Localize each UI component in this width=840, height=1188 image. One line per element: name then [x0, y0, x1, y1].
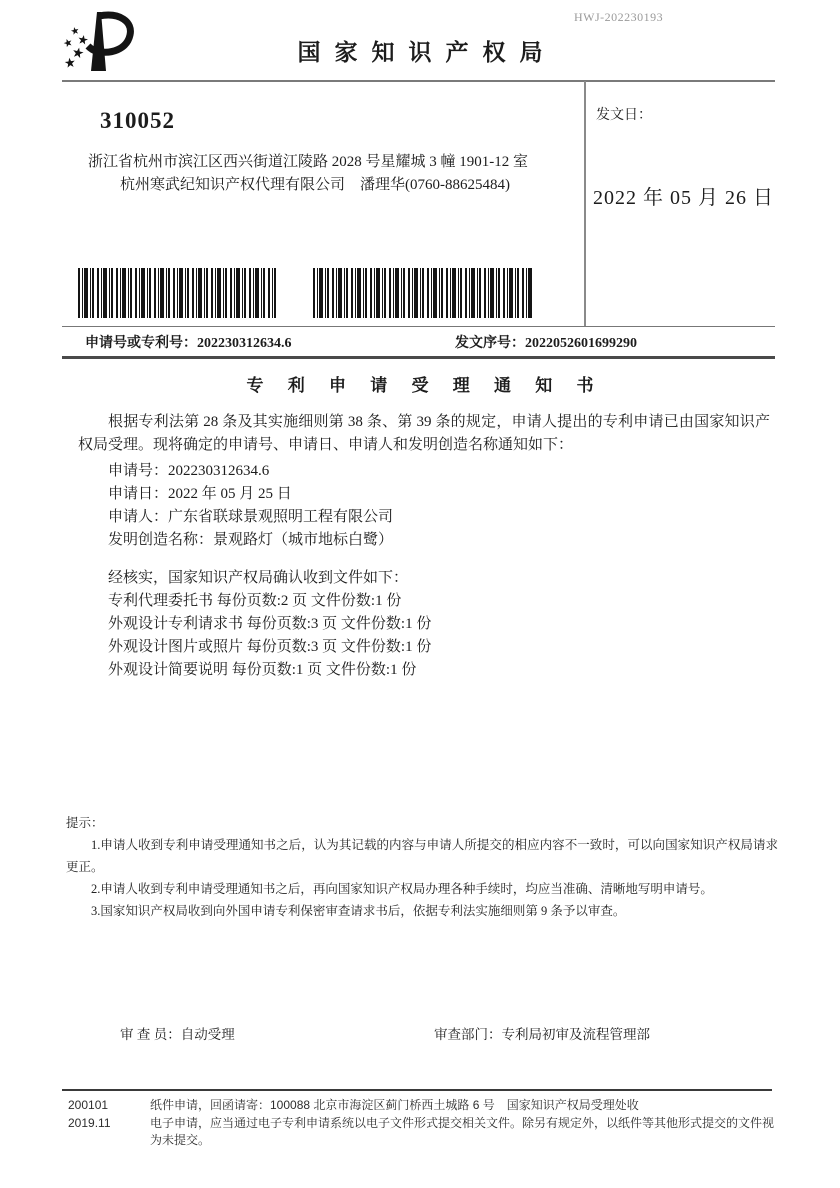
- field-label: 申请号：: [108, 463, 169, 479]
- received-documents: [108, 567, 431, 682]
- application-fields: [108, 460, 393, 552]
- department-label: 审查部门：: [434, 1027, 502, 1042]
- application-number-label: 申请号或专利号：: [85, 336, 197, 351]
- issue-date-label: 发文日：: [596, 108, 652, 123]
- examiner-value: 自动受理: [180, 1027, 235, 1042]
- footer-divider: [62, 1089, 772, 1091]
- received-intro: 经核实，国家知识产权局确认收到文件如下：: [108, 570, 409, 586]
- issue-box-divider: [584, 81, 586, 327]
- field-row-application-number: [108, 460, 393, 483]
- hint-item: 2.申请人收到专利申请受理通知书之后，再向国家知识产权局办理各种手续时，均应当准确、清晰地写明申请号。: [91, 882, 713, 896]
- agency-title: 国家知识产权局: [297, 40, 557, 65]
- field-label: 申请人：: [108, 509, 169, 525]
- field-row-filing-date: [108, 483, 393, 506]
- footer-row-electronic: [68, 1115, 774, 1149]
- field-value: 广东省联球景观照明工程有限公司: [168, 509, 394, 525]
- notice-title: 专 利 申 请 受 理 通 知 书: [246, 376, 604, 395]
- received-doc-item: 外观设计简要说明 每份页数:1 页 文件份数:1 份: [108, 662, 417, 678]
- department-value: 专利局初审及流程管理部: [501, 1027, 650, 1042]
- serial-number-value: 2022052601699290: [525, 336, 637, 351]
- field-row-invention-title: [108, 529, 393, 552]
- recipient-postcode: 310052: [100, 108, 175, 133]
- notice-intro-paragraph: 根据专利法第 28 条及其实施细则第 38 条、第 39 条的规定，申请人提出的专利申请已由国家知识产权局受理。现将确定的申请号、申请日、申请人和发明创造名称通知如下：: [78, 414, 770, 453]
- field-value: 202230312634.6: [168, 463, 270, 479]
- footer-paper-note: 纸件申请，回函请寄：100088 北京市海淀区蓟门桥西土城路 6 号 国家知识产权局受理处收: [150, 1098, 639, 1112]
- hints-section: [66, 812, 778, 922]
- received-doc-item: 外观设计专利请求书 每份页数:3 页 文件份数:1 份: [108, 616, 432, 632]
- hints-label: 提示：: [66, 816, 104, 830]
- examiner-row: [120, 1023, 235, 1043]
- footer-section: [68, 1097, 774, 1150]
- serial-number-row: [455, 332, 637, 352]
- field-value: 2022 年 05 月 25 日: [168, 486, 292, 502]
- hint-item: 1.申请人收到专利申请受理通知书之后，认为其记载的内容与申请人所提交的相应内容不一致时，可以向国家知识产权局请求更正。: [66, 838, 778, 874]
- doc-reference-number: HWJ-202230193: [574, 10, 664, 24]
- application-number-row: [85, 332, 292, 352]
- barcode-application: [78, 268, 276, 318]
- field-row-applicant: [108, 506, 393, 529]
- hint-item: 3.国家知识产权局收到向外国申请专利保密审查请求书后，依据专利法实施细则第 9 条予以审查。: [91, 904, 626, 918]
- examiner-label: 审 查 员：: [120, 1027, 181, 1042]
- recipient-address-line2: 杭州寒武纪知识产权代理有限公司 潘理华(0760-88625484): [120, 177, 510, 193]
- footer-electronic-note: 电子申请，应当通过电子专利申请系统以电子文件形式提交相关文件。除另有规定外，以纸件等其他形式提交的文件视为未提交。: [150, 1116, 775, 1147]
- footer-row-paper: [68, 1097, 774, 1114]
- field-value: 景观路灯（城市地标白鹭）: [213, 532, 394, 548]
- field-label: 申请日：: [108, 486, 169, 502]
- footer-version-code: 2019.11: [68, 1116, 111, 1130]
- received-doc-item: 专利代理委托书 每份页数:2 页 文件份数:1 份: [108, 593, 402, 609]
- field-label: 发明创造名称：: [108, 532, 214, 548]
- issue-date-value: 2022 年 05 月 26 日: [593, 187, 774, 209]
- received-doc-item: 外观设计图片或照片 每份页数:3 页 文件份数:1 份: [108, 639, 432, 655]
- section-divider: [62, 356, 775, 359]
- header-divider: [62, 80, 775, 82]
- recipient-address-line1: 浙江省杭州市滨江区西兴街道江陵路 2028 号星耀城 3 幢 1901-12 室: [88, 154, 528, 170]
- barcode-divider: [62, 326, 775, 327]
- barcode-serial: [313, 268, 533, 318]
- footer-form-code: 200101: [68, 1098, 109, 1112]
- serial-number-label: 发文序号：: [455, 336, 525, 351]
- application-number-value: 202230312634.6: [197, 336, 292, 351]
- department-row: [434, 1023, 650, 1043]
